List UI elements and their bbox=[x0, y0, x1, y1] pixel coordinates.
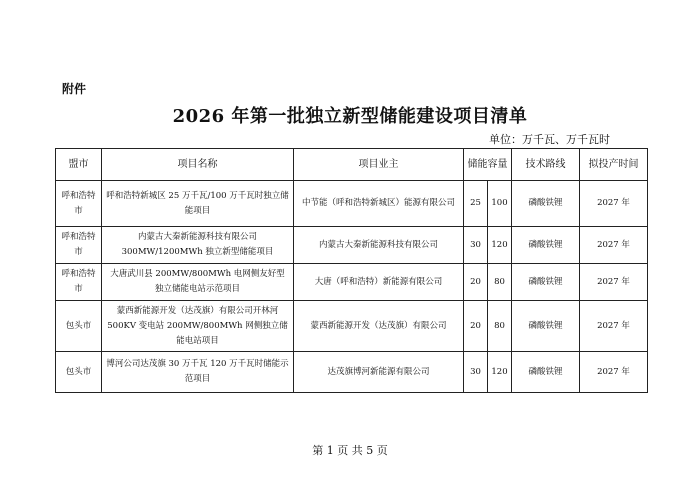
table-header-row bbox=[56, 149, 648, 181]
cell-city: 呼和浩特市 bbox=[56, 264, 102, 301]
cell-planned-time: 2027 年 bbox=[580, 264, 648, 301]
header-project-name: 项目名称 bbox=[102, 149, 294, 181]
cell-power: 30 bbox=[464, 352, 488, 393]
header-technology: 技术路线 bbox=[512, 149, 580, 181]
cell-energy: 80 bbox=[488, 301, 512, 352]
cell-energy: 100 bbox=[488, 181, 512, 227]
cell-technology: 磷酸铁锂 bbox=[512, 352, 580, 393]
document-title: 2026 年第一批独立新型储能建设项目清单 bbox=[172, 106, 528, 127]
cell-project-name: 内蒙古大秦新能源科技有限公司 300MW/1200MWh 独立新型储能项目 bbox=[102, 227, 294, 264]
table-row bbox=[56, 181, 648, 227]
table-row bbox=[56, 227, 648, 264]
cell-energy: 120 bbox=[488, 227, 512, 264]
cell-planned-time: 2027 年 bbox=[580, 301, 648, 352]
cell-project-name: 蒙西新能源开发（达茂旗）有限公司开林河 500KV 变电站 200MW/800MWh 网侧独立储能电站项目 bbox=[102, 301, 294, 352]
cell-project-name: 呼和浩特新城区 25 万千瓦/100 万千瓦时独立储能项目 bbox=[102, 181, 294, 227]
header-planned-time: 拟投产时间 bbox=[580, 149, 648, 181]
cell-power: 20 bbox=[464, 264, 488, 301]
cell-project-name: 大唐武川县 200MW/800MWh 电网侧友好型独立储能电站示范项目 bbox=[102, 264, 294, 301]
cell-power: 20 bbox=[464, 301, 488, 352]
cell-city: 包头市 bbox=[56, 352, 102, 393]
table-row bbox=[56, 264, 648, 301]
cell-city: 呼和浩特市 bbox=[56, 227, 102, 264]
cell-technology: 磷酸铁锂 bbox=[512, 301, 580, 352]
unit-note: 单位：万千瓦、万千瓦时 bbox=[489, 133, 610, 146]
cell-city: 呼和浩特市 bbox=[56, 181, 102, 227]
cell-project-owner: 中节能（呼和浩特新城区）能源有限公司 bbox=[294, 181, 464, 227]
header-capacity: 储能容量 bbox=[464, 149, 512, 181]
header-league-city: 盟市 bbox=[56, 149, 102, 181]
cell-project-owner: 蒙西新能源开发（达茂旗）有限公司 bbox=[294, 301, 464, 352]
cell-technology: 磷酸铁锂 bbox=[512, 264, 580, 301]
page-footer: 第 1 页 共 5 页 bbox=[312, 444, 388, 457]
cell-planned-time: 2027 年 bbox=[580, 227, 648, 264]
cell-project-owner: 大唐（呼和浩特）新能源有限公司 bbox=[294, 264, 464, 301]
cell-project-owner: 内蒙古大秦新能源科技有限公司 bbox=[294, 227, 464, 264]
table-row bbox=[56, 301, 648, 352]
cell-power: 25 bbox=[464, 181, 488, 227]
cell-technology: 磷酸铁锂 bbox=[512, 181, 580, 227]
cell-city: 包头市 bbox=[56, 301, 102, 352]
cell-planned-time: 2027 年 bbox=[580, 181, 648, 227]
cell-project-name: 博河公司达茂旗 30 万千瓦 120 万千瓦时储能示范项目 bbox=[102, 352, 294, 393]
cell-energy: 120 bbox=[488, 352, 512, 393]
cell-power: 30 bbox=[464, 227, 488, 264]
cell-energy: 80 bbox=[488, 264, 512, 301]
attachment-label: 附件 bbox=[62, 82, 87, 96]
header-project-owner: 项目业主 bbox=[294, 149, 464, 181]
project-list-table bbox=[55, 148, 648, 393]
cell-project-owner: 达茂旗博河新能源有限公司 bbox=[294, 352, 464, 393]
cell-technology: 磷酸铁锂 bbox=[512, 227, 580, 264]
table-row bbox=[56, 352, 648, 393]
cell-planned-time: 2027 年 bbox=[580, 352, 648, 393]
